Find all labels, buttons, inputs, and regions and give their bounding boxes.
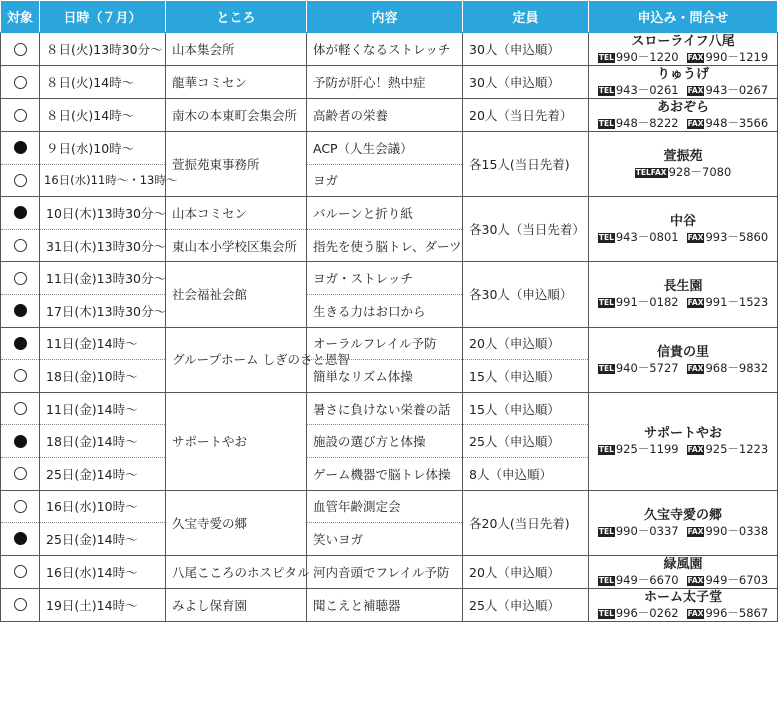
- contact-numbers: [591, 165, 775, 180]
- filled-circle-icon: [14, 435, 27, 448]
- contact-cell: [589, 327, 778, 392]
- capacity-cell: 20人（当日先着）: [463, 99, 589, 132]
- target-mark: [1, 294, 40, 327]
- fax-number: 990－1219: [705, 50, 769, 64]
- table-row: [1, 490, 778, 523]
- capacity-cell: 25人（申込順）: [463, 425, 589, 458]
- fax-number: 990－0338: [705, 523, 769, 538]
- target-mark: [1, 360, 40, 393]
- tel-icon: TEL: [598, 233, 614, 243]
- contact-org: 長生園: [663, 279, 703, 295]
- date-cell: 11日(金)14時～: [40, 392, 166, 425]
- tel-icon: TEL: [598, 119, 614, 128]
- contact-cell: [589, 132, 778, 197]
- fax-icon: FAX: [687, 608, 704, 618]
- fax-number: 949－6703: [705, 572, 769, 587]
- date-cell: 11日(金)13時30分～: [40, 262, 166, 295]
- tel-number: 990－1220: [615, 50, 679, 64]
- tel-number: 996－0262: [615, 605, 679, 620]
- target-mark: [1, 229, 40, 262]
- date-cell: ８日(火)13時30分～: [40, 33, 166, 66]
- header-date: 日時（７月）: [40, 1, 166, 33]
- table-row: [1, 99, 778, 132]
- contact-numbers: [591, 606, 775, 621]
- open-circle-icon: [14, 239, 27, 252]
- date-cell: 18日(金)10時～: [40, 360, 166, 393]
- place-cell: 龍華コミセン: [166, 66, 307, 99]
- header-capacity: 定員: [463, 1, 589, 33]
- target-mark: [1, 327, 40, 360]
- open-circle-icon: [14, 598, 27, 611]
- header-contact: 申込み・問合せ: [589, 1, 778, 33]
- content-cell: 指先を使う脳トレ、ダーツ: [307, 229, 463, 262]
- target-mark: [1, 99, 40, 132]
- contact-org: りゅうげ: [656, 67, 709, 82]
- place-cell: 東山本小学校区集会所: [166, 229, 307, 262]
- place-cell: サポートやお: [166, 392, 307, 490]
- open-circle-icon: [14, 272, 27, 285]
- target-mark: [1, 33, 40, 66]
- target-mark: [1, 262, 40, 295]
- fax-icon: FAX: [687, 233, 704, 243]
- date-cell: ９日(水)10時～: [40, 132, 166, 165]
- tel-number: 940－5727: [615, 360, 679, 375]
- content-cell: オーラルフレイル予防: [307, 327, 463, 360]
- contact-org: 萱振苑: [663, 149, 703, 165]
- table-row: [1, 33, 778, 66]
- telfax-number: 928－7080: [668, 165, 732, 180]
- content-cell: 施設の選び方と体操: [307, 425, 463, 458]
- content-cell: ヨガ・ストレッチ: [307, 262, 463, 295]
- header-target: 対象: [1, 1, 40, 33]
- date-cell: ８日(火)14時～: [40, 99, 166, 132]
- fax-icon: FAX: [687, 526, 704, 536]
- contact-numbers: [591, 230, 775, 245]
- contact-cell: [589, 99, 778, 132]
- table-row: [1, 555, 778, 588]
- tel-icon: TEL: [598, 86, 614, 95]
- filled-circle-icon: [14, 141, 27, 154]
- tel-number: 925－1199: [615, 442, 679, 457]
- tel-icon: TEL: [598, 53, 614, 62]
- filled-circle-icon: [14, 206, 27, 219]
- contact-numbers: [591, 295, 775, 310]
- fax-icon: FAX: [687, 53, 704, 62]
- table-row: [1, 66, 778, 99]
- tel-icon: TEL: [598, 363, 614, 373]
- fax-icon: FAX: [687, 298, 704, 308]
- content-cell: 生きる力はお口から: [307, 294, 463, 327]
- contact-numbers: [591, 50, 775, 65]
- open-circle-icon: [14, 369, 27, 382]
- filled-circle-icon: [14, 304, 27, 317]
- target-mark: [1, 523, 40, 556]
- date-cell: 16日(水)14時～: [40, 555, 166, 588]
- contact-cell: [589, 66, 778, 99]
- table-row: [1, 392, 778, 425]
- place-cell: 萱振苑東事務所: [166, 132, 307, 197]
- fax-number: 943－0267: [705, 83, 769, 97]
- target-mark: [1, 588, 40, 621]
- date-cell: 11日(金)14時～: [40, 327, 166, 360]
- place-cell: 八尾こころのホスピタル: [166, 555, 307, 588]
- date-cell: 25日(金)14時～: [40, 457, 166, 490]
- capacity-cell: 30人（申込順）: [463, 33, 589, 66]
- capacity-cell: 各15人(当日先着): [463, 132, 589, 197]
- open-circle-icon: [14, 174, 27, 187]
- open-circle-icon: [14, 402, 27, 415]
- date-cell: 18日(金)14時～: [40, 425, 166, 458]
- contact-org: 緑風園: [663, 556, 703, 572]
- header-place: ところ: [166, 1, 307, 33]
- filled-circle-icon: [14, 532, 27, 545]
- target-mark: [1, 197, 40, 230]
- content-cell: 暑さに負けない栄養の話: [307, 392, 463, 425]
- content-cell: 体が軽くなるストレッチ: [307, 33, 463, 66]
- content-cell: ACP（人生会議）: [307, 132, 463, 165]
- table-row: [1, 132, 778, 165]
- table-row: [1, 197, 778, 230]
- target-mark: [1, 555, 40, 588]
- contact-org: サポートやお: [643, 426, 722, 442]
- tel-number: 949－6670: [615, 572, 679, 587]
- tel-icon: TEL: [598, 608, 614, 618]
- capacity-cell: 15人（申込順）: [463, 360, 589, 393]
- target-mark: [1, 425, 40, 458]
- content-cell: ゲーム機器で脳トレ体操: [307, 457, 463, 490]
- fax-number: 968－9832: [705, 360, 769, 375]
- date-cell: 19日(土)14時～: [40, 588, 166, 621]
- contact-numbers: [591, 524, 775, 539]
- open-circle-icon: [14, 76, 27, 89]
- fax-icon: FAX: [687, 445, 704, 455]
- contact-cell: [589, 392, 778, 490]
- capacity-cell: 15人（申込順）: [463, 392, 589, 425]
- contact-org: スローライフ八尾: [631, 34, 735, 49]
- contact-org: 信貴の里: [656, 344, 709, 360]
- place-cell: グループホーム しぎのさと恩智: [166, 327, 307, 392]
- table-row: [1, 262, 778, 295]
- capacity-cell: 各30人（申込順）: [463, 262, 589, 327]
- content-cell: 血管年齢測定会: [307, 490, 463, 523]
- place-cell: みよし保育園: [166, 588, 307, 621]
- contact-numbers: [591, 573, 775, 588]
- capacity-cell: 8人（申込順）: [463, 457, 589, 490]
- target-mark: [1, 457, 40, 490]
- header-content: 内容: [307, 1, 463, 33]
- header-row: [1, 1, 778, 33]
- tel-number: 943－0801: [615, 230, 679, 245]
- tel-number: 990－0337: [615, 523, 679, 538]
- date-cell: ８日(火)14時～: [40, 66, 166, 99]
- table-row: [1, 588, 778, 621]
- place-cell: 山本コミセン: [166, 197, 307, 230]
- place-cell: 久宝寺愛の郷: [166, 490, 307, 555]
- capacity-cell: 20人（申込順）: [463, 327, 589, 360]
- content-cell: 簡単なリズム体操: [307, 360, 463, 393]
- open-circle-icon: [14, 43, 27, 56]
- contact-cell: [589, 490, 778, 555]
- tel-icon: TEL: [598, 298, 614, 308]
- contact-cell: [589, 555, 778, 588]
- place-cell: 南木の本東町会集会所: [166, 99, 307, 132]
- open-circle-icon: [14, 467, 27, 480]
- fax-number: 993－5860: [705, 230, 769, 245]
- content-cell: 笑いヨガ: [307, 523, 463, 556]
- target-mark: [1, 490, 40, 523]
- target-mark: [1, 392, 40, 425]
- tel-icon: TEL: [598, 445, 614, 455]
- fax-icon: FAX: [687, 119, 704, 128]
- open-circle-icon: [14, 500, 27, 513]
- tel-icon: TEL: [598, 526, 614, 536]
- date-cell: 16日(水)11時～・13時～: [40, 164, 166, 197]
- place-cell: 社会福祉会館: [166, 262, 307, 327]
- tel-icon: TEL: [598, 575, 614, 585]
- table-row: [1, 327, 778, 360]
- fax-icon: FAX: [687, 575, 704, 585]
- capacity-cell: 20人（申込順）: [463, 555, 589, 588]
- contact-numbers: [591, 442, 775, 457]
- fax-number: 991－1523: [705, 295, 769, 310]
- contact-cell: [589, 262, 778, 327]
- open-circle-icon: [14, 565, 27, 578]
- date-cell: 16日(水)10時～: [40, 490, 166, 523]
- contact-org: 中谷: [669, 214, 696, 230]
- content-cell: 高齢者の栄養: [307, 99, 463, 132]
- target-mark: [1, 66, 40, 99]
- contact-numbers: [591, 83, 775, 98]
- target-mark: [1, 164, 40, 197]
- fax-icon: FAX: [687, 86, 704, 95]
- fax-icon: FAX: [687, 363, 704, 373]
- content-cell: ヨガ: [307, 164, 463, 197]
- fax-number: 996－5867: [705, 605, 769, 620]
- fax-number: 948－3566: [705, 116, 769, 130]
- content-cell: 河内音頭でフレイル予防: [307, 555, 463, 588]
- date-cell: 17日(木)13時30分～: [40, 294, 166, 327]
- date-cell: 10日(木)13時30分～: [40, 197, 166, 230]
- contact-org: 久宝寺愛の郷: [643, 507, 722, 523]
- capacity-cell: 25人（申込順）: [463, 588, 589, 621]
- capacity-cell: 各20人(当日先着): [463, 490, 589, 555]
- contact-numbers: [591, 361, 775, 376]
- content-cell: 予防が肝心！熱中症: [307, 66, 463, 99]
- date-cell: 25日(金)14時～: [40, 523, 166, 556]
- open-circle-icon: [14, 109, 27, 122]
- date-cell: 31日(木)13時30分～: [40, 229, 166, 262]
- tel-number: 991－0182: [615, 295, 679, 310]
- contact-org: ホーム太子堂: [643, 589, 722, 605]
- tel-number: 943－0261: [615, 83, 679, 97]
- fax-number: 925－1223: [705, 442, 769, 457]
- contact-numbers: [591, 116, 775, 131]
- content-cell: 聞こえと補聴器: [307, 588, 463, 621]
- target-mark: [1, 132, 40, 165]
- contact-cell: [589, 197, 778, 262]
- contact-org: あおぞら: [656, 100, 709, 115]
- capacity-cell: 30人（申込順）: [463, 66, 589, 99]
- capacity-cell: 各30人（当日先着）: [463, 197, 589, 262]
- content-cell: バルーンと折り紙: [307, 197, 463, 230]
- filled-circle-icon: [14, 337, 27, 350]
- telfax-icon: TELFAX: [635, 168, 667, 178]
- contact-cell: [589, 33, 778, 66]
- place-cell: 山本集会所: [166, 33, 307, 66]
- tel-number: 948－8222: [615, 116, 679, 130]
- contact-cell: [589, 588, 778, 621]
